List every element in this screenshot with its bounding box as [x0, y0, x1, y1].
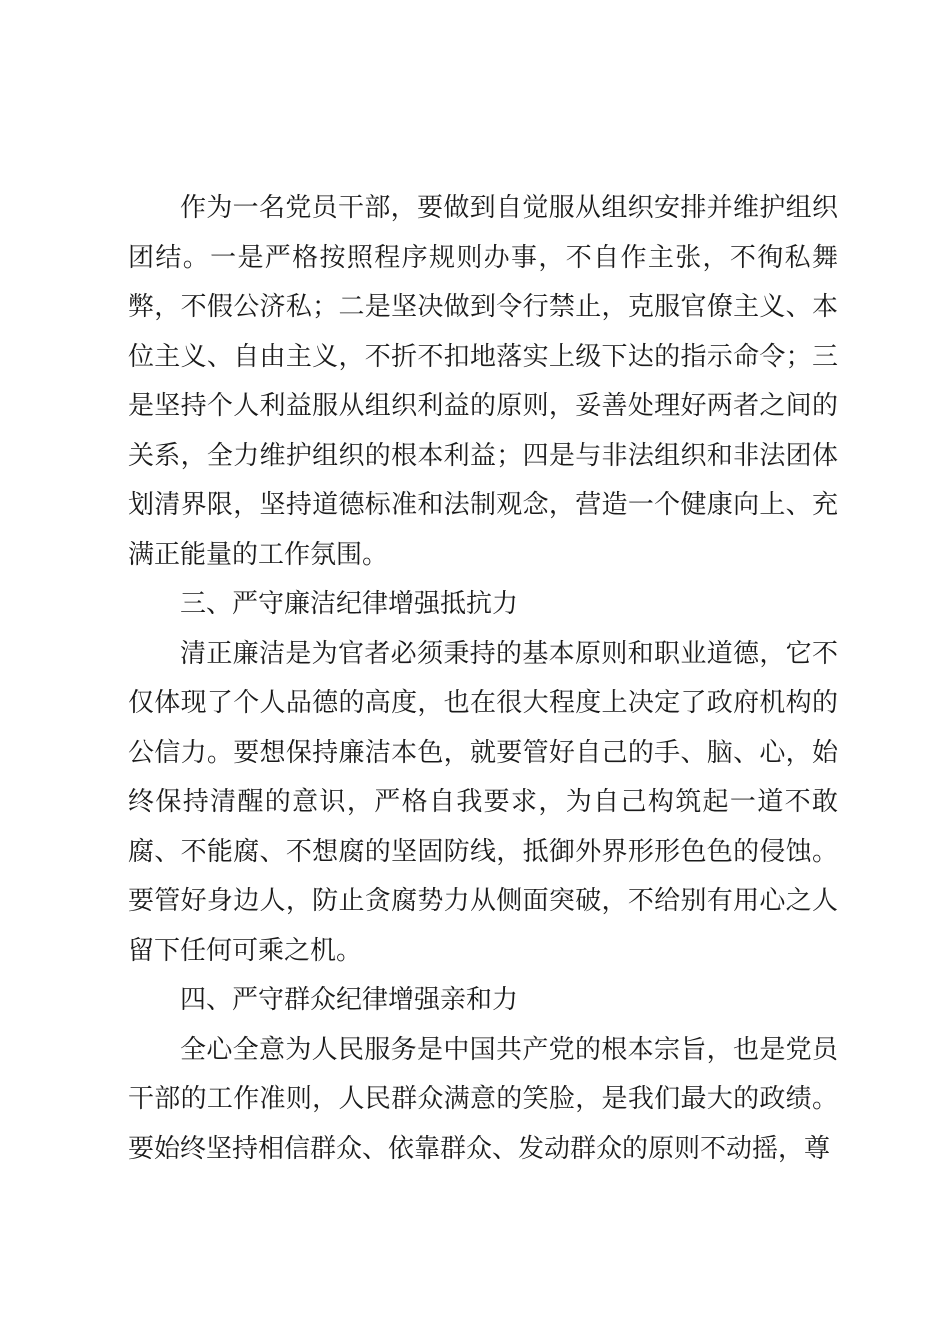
section-heading-integrity-discipline: 三、严守廉洁纪律增强抵抗力	[180, 589, 519, 619]
paragraph-organization-discipline: 作为一名党员干部，要做到自觉服从组织安排并维护组织团结。一是严格按照程序规则办事，不自作主张，不徇私舞弊，不假公济私；二是坚决做到令行禁止，克服官僚主义、本位主义、自由主义，不折不扣地落实上级下达的指示命令；三是坚持个人利益服从组织利益的原则，妥善处理好两者之间的关系，全力维护组织的根本利益；四是与非法组织和非法团体划清界限，坚持道德标准和法制观念，营造一个健康向上、充满正能量的工作氛围。	[128, 193, 838, 570]
document-body	[128, 184, 838, 1174]
section-heading-mass-discipline: 四、严守群众纪律增强亲和力	[180, 985, 519, 1015]
paragraph-integrity-discipline: 清正廉洁是为官者必须秉持的基本原则和职业道德，它不仅体现了个人品德的高度，也在很大程度上决定了政府机构的公信力。要想保持廉洁本色，就要管好自己的手、脑、心，始终保持清醒的意识，严格自我要求，为自己构筑起一道不敢腐、不能腐、不想腐的坚固防线，抵御外界形形色色的侵蚀。要管好身边人，防止贪腐势力从侧面突破，不给别有用心之人留下任何可乘之机。	[128, 638, 838, 966]
paragraph-mass-discipline: 全心全意为人民服务是中国共产党的根本宗旨，也是党员干部的工作准则，人民群众满意的笑脸，是我们最大的政绩。要始终坚持相信群众、依靠群众、发动群众的原则不动摇，尊	[128, 1034, 838, 1164]
